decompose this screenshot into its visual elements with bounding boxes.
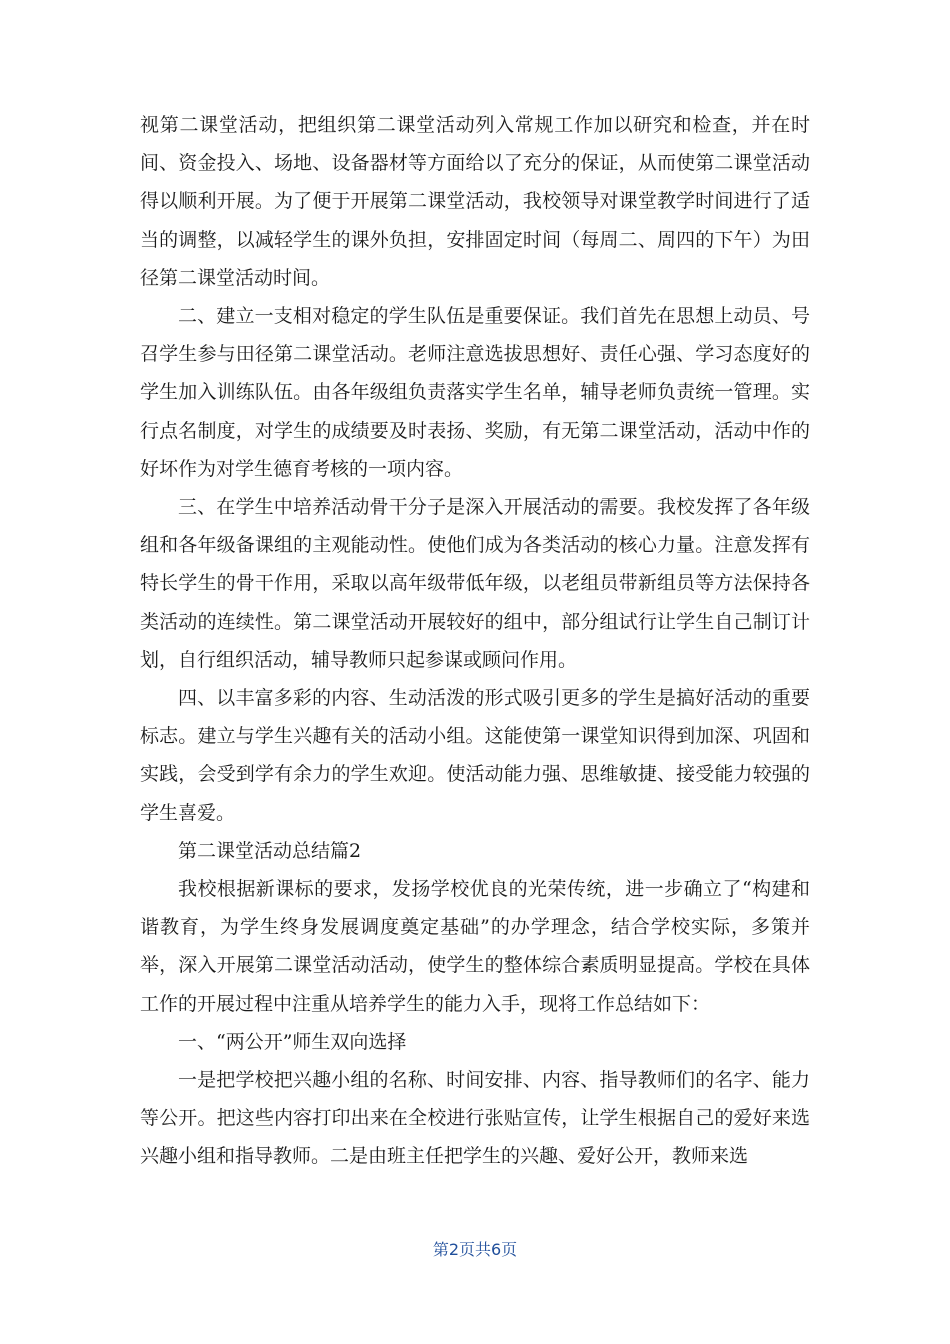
paragraph-continuation: 视第二课堂活动，把组织第二课堂活动列入常规工作加以研究和检查，并在时间、资金投入、场地、设备器材等方面给以了充分的保证，从而使第二课堂活动得以顺利开展。为了便于开展第二课堂活动，我校领导对课堂教学时间进行了适当的调整，以减轻学生的课外负担，安排固定时间（每周二、周四的下午）为田径第二课堂活动时间。 [140, 114, 810, 289]
section-heading-part-two: 第二课堂活动总结篇2 [178, 839, 362, 862]
document-body [140, 106, 810, 1176]
page-indicator: 第2页共6页 [432, 1240, 518, 1259]
paragraph-section-three: 三、在学生中培养活动骨干分子是深入开展活动的需要。我校发挥了各年级组和各年级备课组的主观能动性。使他们成为各类活动的核心力量。注意发挥有特长学生的骨干作用，采取以高年级带低年级，以老组员带新组员等方法保持各类活动的连续性。第二课堂活动开展较好的组中，部分组试行让学生自己制订计划，自行组织活动，辅导教师只起参谋或顾问作用。 [140, 496, 810, 671]
paragraph-intro-part-two: 我校根据新课标的要求，发扬学校优良的光荣传统，进一步确立了“构建和谐教育，为学生终身发展调度奠定基础”的办学理念，结合学校实际，多策并举，深入开展第二课堂活动活动，使学生的整体综合素质明显提高。学校在具体工作的开展过程中注重从培养学生的能力入手，现将工作总结如下： [140, 878, 810, 1015]
paragraph-section-two: 二、建立一支相对稳定的学生队伍是重要保证。我们首先在思想上动员、号召学生参与田径第二课堂活动。老师注意选拔思想好、责任心强、学习态度好的学生加入训练队伍。由各年级组负责落实学生名单，辅导老师负责统一管理。实行点名制度，对学生的成绩要及时表扬、奖励，有无第二课堂活动，活动中作的好坏作为对学生德育考核的一项内容。 [140, 305, 810, 480]
paragraph-section-four: 四、以丰富多彩的内容、生动活泼的形式吸引更多的学生是搞好活动的重要标志。建立与学生兴趣有关的活动小组。这能使第一课堂知识得到加深、巩固和实践，会受到学有余力的学生欢迎。使活动能力强、思维敏捷、接受能力较强的学生喜爱。 [140, 687, 810, 824]
paragraph-openness-detail: 一是把学校把兴趣小组的名称、时间安排、内容、指导教师们的名字、能力等公开。把这些内容打印出来在全校进行张贴宣传，让学生根据自己的爱好来选兴趣小组和指导教师。二是由班主任把学生的兴趣、爱好公开，教师来选 [140, 1069, 810, 1168]
subheading-two-openness: 一、“两公开”师生双向选择 [178, 1030, 407, 1053]
